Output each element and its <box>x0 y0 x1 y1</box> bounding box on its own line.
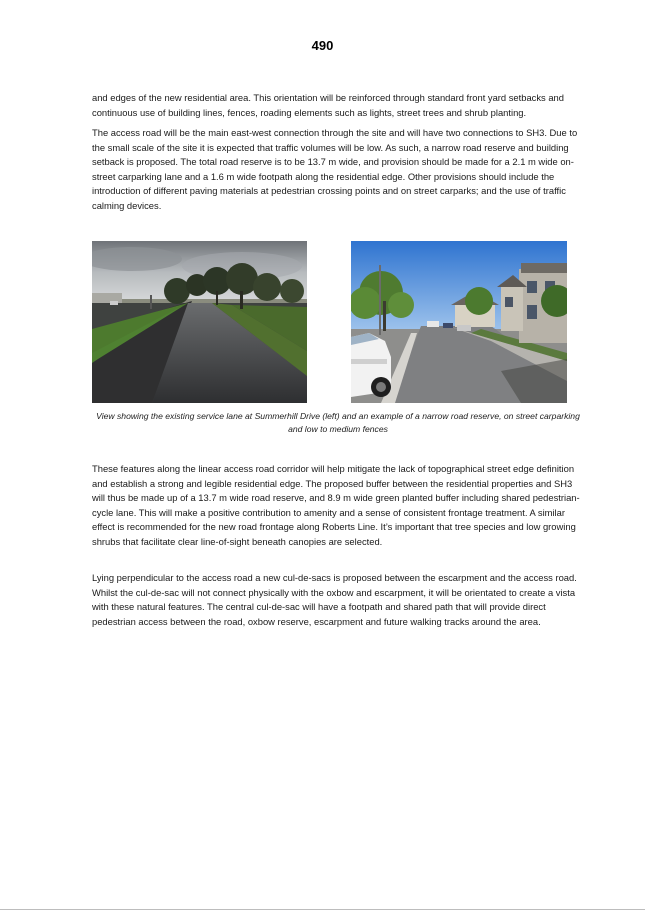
photo-narrow-road-reserve <box>351 241 567 403</box>
paragraph-orientation: and edges of the new residential area. This orientation will be reinforced through standard front yard setbacks and continuous use of building lines, fences, roading elements such as lights, street trees and shrub planting. <box>92 92 564 118</box>
page-bottom-rule <box>0 909 645 910</box>
page-number: 490 <box>311 38 334 53</box>
paragraph-access-road: The access road will be the main east-west connection through the site and will have two connections to SH3. Due to the small scale of the site it is expected that traffic volumes will be low. As such, a narrow road reserve and building setback is proposed. The total road reserve is to be 13.7 m wide, and provision should be made for a 2.1 m wide on-street carparking lane and a 1.6 m wide footpath along the residential edge. Other provisions should include the introduction of different paving materials at pedestrian crossing points and on street carparks; and the use of traffic calming devices. <box>92 127 578 211</box>
paragraph-linear-corridor: These features along the linear access road corridor will help mitigate the lack of topographical street edge definition and establish a strong and legible residential edge. The proposed buffer between the residential properties and SH3 will thus be made up of a 13.7 m wide road reserve, and 8.9 m wide green planted buffer including shared pedestrian-cycle lane. This will make a positive contribution to amenity and a sense of consistent frontage treatment. A similar effect is recommended for the new road frontage along Roberts Line. It’s important that tree species and low growing shrubs that facilitate clear line-of-sight beneath canopies are selected. <box>92 463 580 547</box>
figure-caption: View showing the existing service lane at Summerhill Drive (left) and an example of a narrow road reserve, on street carparking and low to medium fences <box>96 411 580 434</box>
photo-service-lane <box>92 241 307 403</box>
paragraph-cul-de-sac: Lying perpendicular to the access road a new cul-de-sacs is proposed between the escarpment and the access road. Whilst the cul-de-sac will not connect physically with the oxbow and escarpment, it will be orientated to create a vista with these natural features. The central cul-de-sac will have a footpath and shared path that will provide direct pedestrian access between the road, oxbow reserve, escarpment and future walking tracks around the area. <box>92 572 577 627</box>
